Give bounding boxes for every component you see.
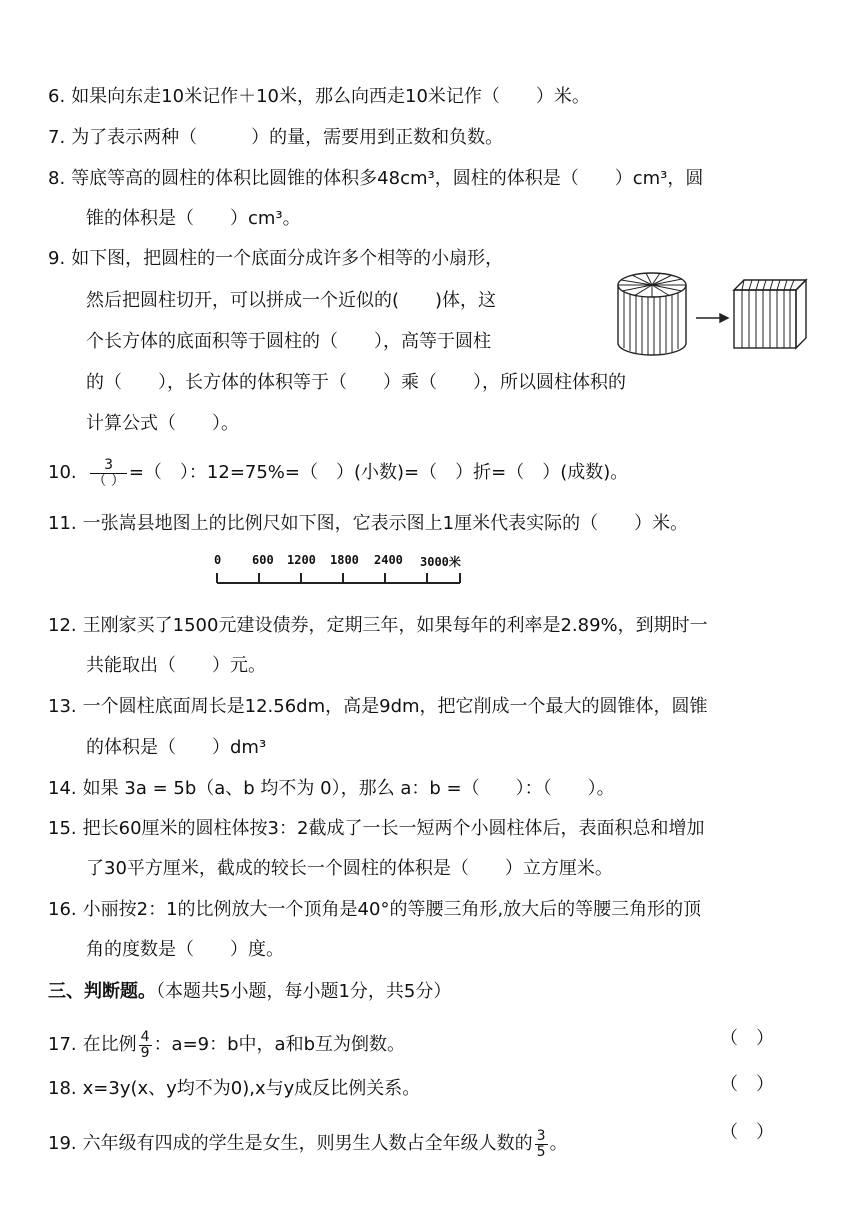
- question-7: [48, 129, 503, 147]
- question-18: [48, 1080, 420, 1098]
- section-3-heading: [48, 983, 451, 1001]
- question-16-line-2: 角的度数是（ ）度。: [86, 939, 284, 960]
- fraction-denominator: 5: [536, 1143, 546, 1160]
- question-text: 。: [549, 1133, 568, 1155]
- fraction-denominator: 9: [140, 1044, 150, 1061]
- question-9-line-5: 计算公式（ ）。: [86, 413, 239, 434]
- question-text: 如果向东走10米记作＋10米，那么向西走10米记作（ ）米。: [71, 86, 590, 107]
- scale-bar-line: [214, 569, 464, 589]
- question-13-line-2: 的体积是（ ）dm³: [86, 737, 267, 758]
- question-13-line-1: [48, 698, 708, 716]
- cylinder-to-cuboid-figure: [612, 268, 812, 360]
- fraction-numerator: 3: [90, 458, 126, 474]
- question-text: 如下图，把圆柱的一个底面分成许多个相等的小扇形，: [71, 248, 504, 269]
- question-10: [48, 458, 628, 488]
- fraction: [535, 1129, 548, 1159]
- question-17: [48, 1030, 405, 1060]
- question-19: [48, 1129, 568, 1159]
- question-9-line-1: [48, 250, 503, 268]
- question-number: 17.: [48, 1034, 77, 1056]
- question-8-line-1: [48, 170, 703, 188]
- fraction: [90, 458, 126, 488]
- section-title: 三、判断题。: [48, 981, 156, 1002]
- question-text: 一个圆柱底面周长是12.56dm，高是9dm，把它削成一个最大的圆锥体，圆锥: [82, 696, 708, 717]
- question-9-line-4: 的（ ），长方体的体积等于（ ）乘（ ），所以圆柱体积的: [86, 372, 626, 393]
- question-number: 18.: [48, 1078, 77, 1099]
- question-number: 15.: [48, 818, 77, 839]
- question-text: 小丽按2：1的比例放大一个顶角是40°的等腰三角形,放大后的等腰三角形的顶: [82, 899, 702, 920]
- question-text: 为了表示两种（ ）的量，需要用到正数和负数。: [71, 127, 504, 148]
- question-9-line-3: 个长方体的底面积等于圆柱的（ ），高等于圆柱: [86, 331, 491, 352]
- question-number: 10.: [48, 462, 77, 484]
- question-number: 12.: [48, 615, 77, 636]
- scale-label: 600: [252, 553, 274, 567]
- question-9-line-2: 然后把圆柱切开，可以拼成一个近似的( )体，这: [86, 290, 497, 311]
- answer-parentheses[interactable]: （ ）: [720, 1074, 774, 1095]
- question-text: =（ ）：12=75%=（ ）(小数)=（ ）折=（ ）(成数)。: [128, 462, 629, 484]
- question-text: 王刚家买了1500元建设债券，定期三年，如果每年的利率是2.89%，到期时一: [82, 615, 708, 636]
- question-number: 7.: [48, 127, 66, 148]
- question-15-line-1: [48, 820, 704, 838]
- question-15-line-2: 了30平方厘米，截成的较长一个圆柱的体积是（ ）立方厘米。: [86, 858, 613, 879]
- arrow-right-icon: [696, 314, 728, 322]
- section-note: （本题共5小题，每小题1分，共5分）: [156, 981, 452, 1002]
- question-number: 13.: [48, 696, 77, 717]
- question-14: [48, 780, 615, 798]
- question-11: [48, 515, 688, 533]
- question-text: 如果 3a = 5b（a、b 均不为 0），那么 a：b =（ ）：（ ）。: [82, 778, 615, 799]
- question-number: 11.: [48, 513, 77, 534]
- question-number: 6.: [48, 86, 66, 107]
- answer-parentheses[interactable]: （ ）: [720, 1028, 774, 1049]
- fraction-numerator: 3: [536, 1128, 546, 1144]
- question-12-line-1: [48, 617, 708, 635]
- fraction: [139, 1030, 152, 1060]
- fraction-denominator: （ ）: [92, 472, 125, 489]
- question-12-line-2: 共能取出（ ）元。: [86, 655, 266, 676]
- fraction-numerator: 4: [140, 1029, 150, 1045]
- cuboid-icon: [734, 280, 806, 348]
- scale-label: 3000米: [420, 555, 461, 569]
- question-text: 等底等高的圆柱的体积比圆锥的体积多48cm³，圆柱的体积是（ ）cm³，圆: [71, 168, 704, 189]
- question-text: 六年级有四成的学生是女生，则男生人数占全年级人数的: [82, 1133, 533, 1155]
- cylinder-icon: [618, 273, 686, 355]
- question-number: 8.: [48, 168, 66, 189]
- question-number: 9.: [48, 248, 66, 269]
- question-number: 14.: [48, 778, 77, 799]
- question-text: x=3y(x、y均不为0),x与y成反比例关系。: [82, 1078, 421, 1099]
- scale-label: 2400: [374, 553, 403, 567]
- question-text: 把长60厘米的圆柱体按3：2截成了一长一短两个小圆柱体后，表面积总和增加: [82, 818, 705, 839]
- scale-label: 0: [214, 553, 222, 567]
- question-8-line-2: 锥的体积是（ ）cm³。: [86, 208, 301, 229]
- question-6: [48, 88, 590, 106]
- question-text: 在比例: [82, 1034, 137, 1056]
- question-number: 16.: [48, 899, 77, 920]
- scale-label: 1200: [287, 553, 316, 567]
- question-text: 一张嵩县地图上的比例尺如下图，它表示图上1厘米代表实际的（ ）米。: [82, 513, 689, 534]
- question-text: ：a=9：b中，a和b互为倒数。: [153, 1034, 406, 1056]
- answer-parentheses[interactable]: （ ）: [720, 1122, 774, 1143]
- scale-label: 1800: [330, 553, 359, 567]
- question-number: 19.: [48, 1133, 77, 1155]
- question-16-line-1: [48, 901, 701, 919]
- map-scale-bar: [214, 553, 484, 593]
